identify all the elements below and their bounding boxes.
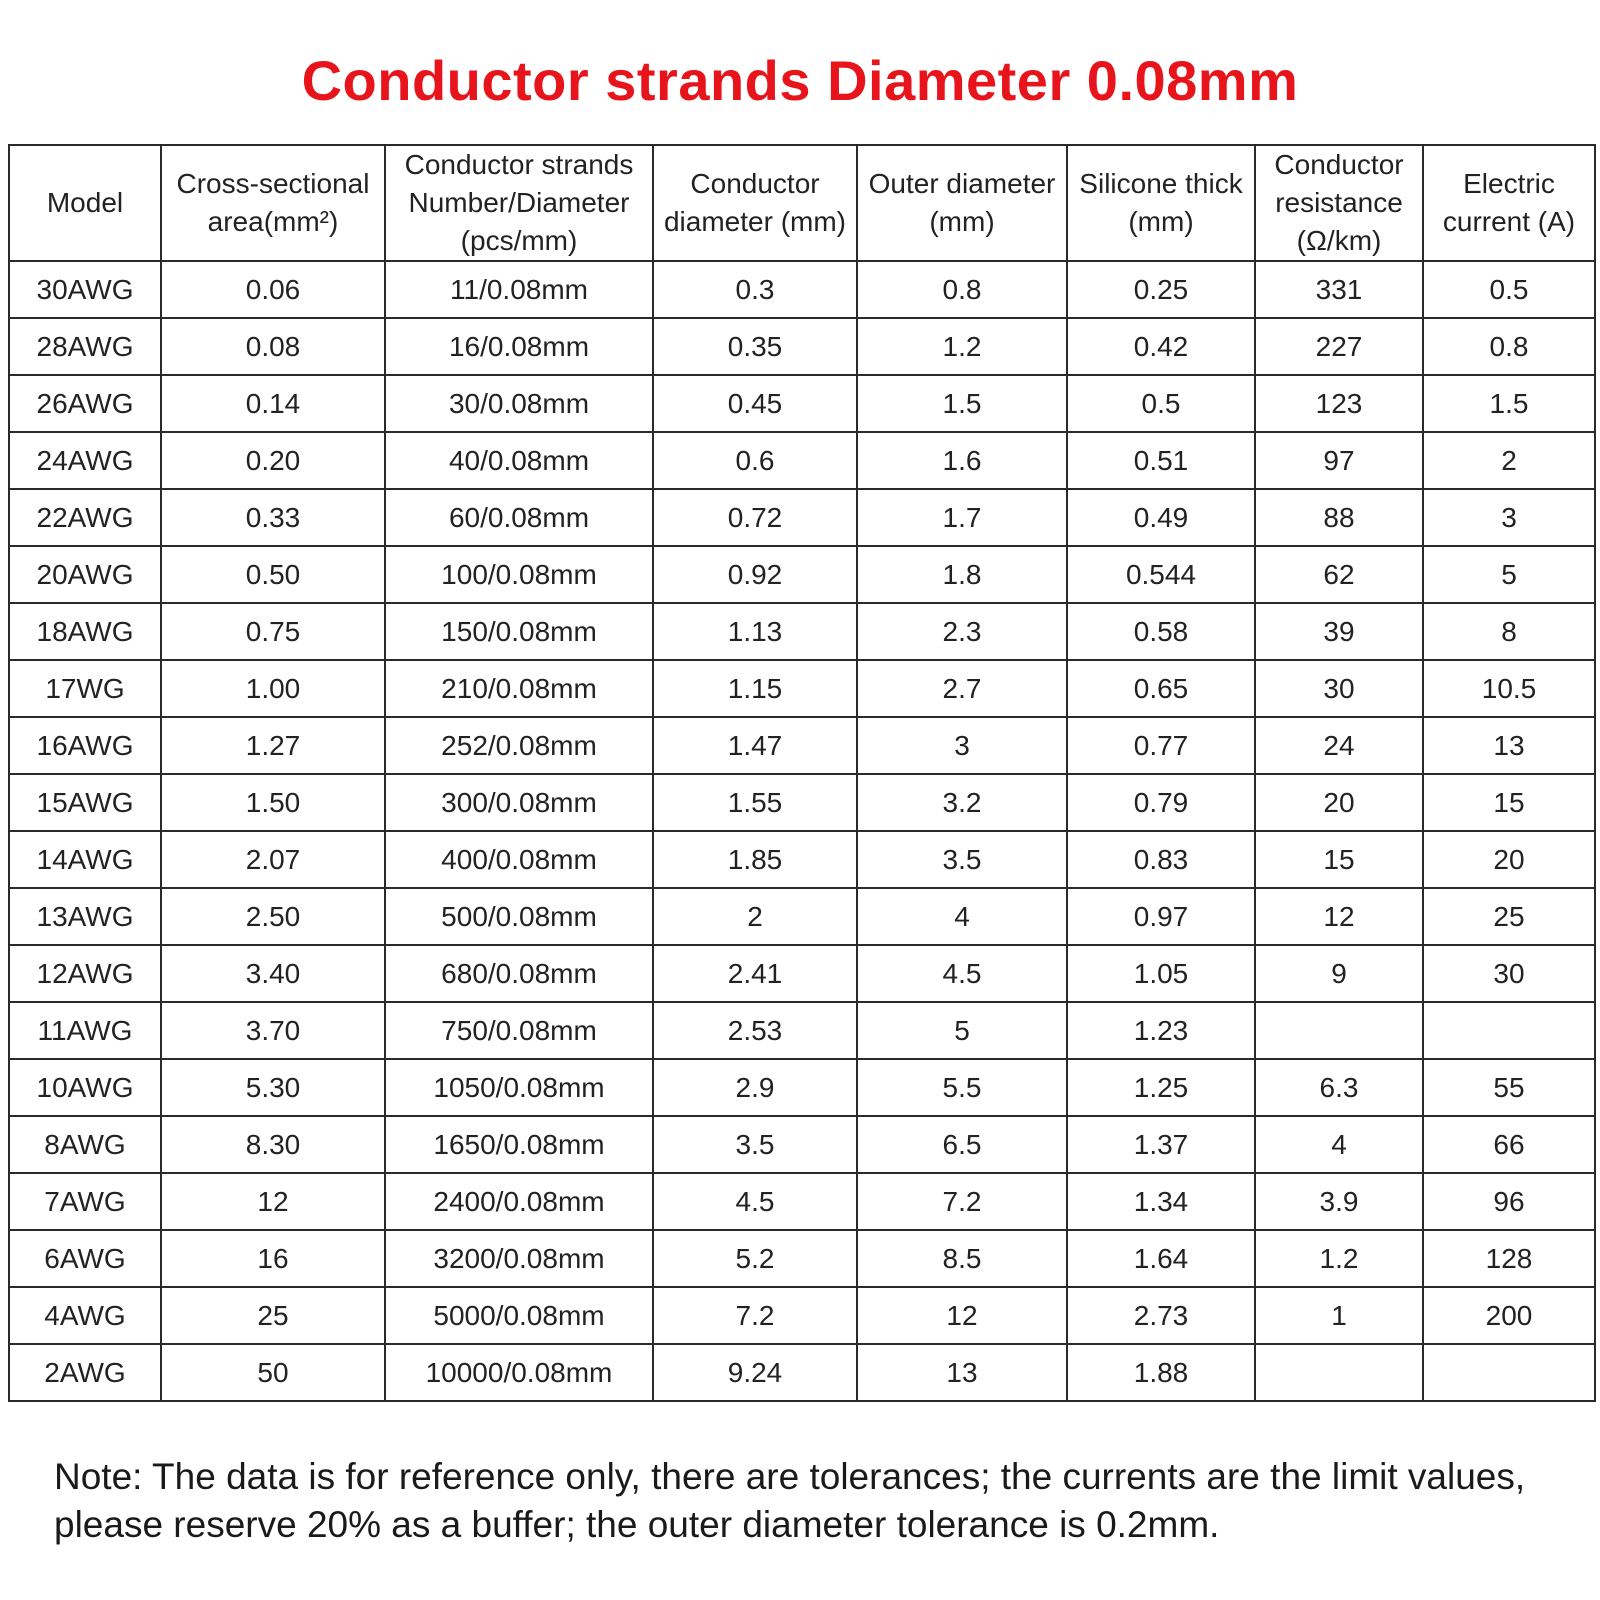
table-cell: 1.34 <box>1067 1173 1255 1230</box>
column-header-line: Conductor strands <box>404 149 634 180</box>
table-cell: 0.50 <box>161 546 385 603</box>
table-cell: 7AWG <box>9 1173 161 1230</box>
table-cell: 22AWG <box>9 489 161 546</box>
table-cell: 150/0.08mm <box>385 603 653 660</box>
table-cell: 0.25 <box>1067 261 1255 318</box>
table-cell: 3.5 <box>857 831 1067 888</box>
table-row <box>9 432 1595 489</box>
table-cell: 5000/0.08mm <box>385 1287 653 1344</box>
table-cell: 7.2 <box>857 1173 1067 1230</box>
table-cell: 12AWG <box>9 945 161 1002</box>
table-cell: 17WG <box>9 660 161 717</box>
table-cell: 300/0.08mm <box>385 774 653 831</box>
table-cell: 30 <box>1255 660 1423 717</box>
table-cell: 331 <box>1255 261 1423 318</box>
column-header <box>161 145 385 261</box>
table-cell: 123 <box>1255 375 1423 432</box>
table-cell: 97 <box>1255 432 1423 489</box>
table-cell: 88 <box>1255 489 1423 546</box>
table-cell: 0.544 <box>1067 546 1255 603</box>
column-header <box>1423 145 1595 261</box>
table-row <box>9 1173 1595 1230</box>
table-cell: 55 <box>1423 1059 1595 1116</box>
table-cell: 7.2 <box>653 1287 857 1344</box>
table-cell: 2AWG <box>9 1344 161 1401</box>
table-cell: 30 <box>1423 945 1595 1002</box>
table-cell: 8.5 <box>857 1230 1067 1287</box>
column-header-line: resistance <box>1275 187 1403 218</box>
table-cell: 2.50 <box>161 888 385 945</box>
table-cell: 1.6 <box>857 432 1067 489</box>
table-cell: 30/0.08mm <box>385 375 653 432</box>
table-cell: 1.64 <box>1067 1230 1255 1287</box>
table-cell: 15 <box>1255 831 1423 888</box>
column-header-line: Silicone thick <box>1079 168 1243 199</box>
table-cell: 8.30 <box>161 1116 385 1173</box>
table-cell: 0.58 <box>1067 603 1255 660</box>
table-cell: 3200/0.08mm <box>385 1230 653 1287</box>
table-cell: 0.8 <box>1423 318 1595 375</box>
table-cell: 0.45 <box>653 375 857 432</box>
column-header <box>857 145 1067 261</box>
table-cell: 5 <box>1423 546 1595 603</box>
table-row <box>9 717 1595 774</box>
table-cell: 16/0.08mm <box>385 318 653 375</box>
table-cell: 30AWG <box>9 261 161 318</box>
table-cell: 6.5 <box>857 1116 1067 1173</box>
table-cell: 5.30 <box>161 1059 385 1116</box>
table-cell: 0.77 <box>1067 717 1255 774</box>
table-row <box>9 375 1595 432</box>
table-cell: 1.23 <box>1067 1002 1255 1059</box>
table-cell: 1.50 <box>161 774 385 831</box>
table-cell: 15AWG <box>9 774 161 831</box>
table-cell: 0.65 <box>1067 660 1255 717</box>
table-row <box>9 1116 1595 1173</box>
table-cell: 28AWG <box>9 318 161 375</box>
table-cell: 24 <box>1255 717 1423 774</box>
table-cell: 12 <box>161 1173 385 1230</box>
table-row <box>9 546 1595 603</box>
table-cell: 1.88 <box>1067 1344 1255 1401</box>
table-cell: 3.40 <box>161 945 385 1002</box>
table-cell: 3.5 <box>653 1116 857 1173</box>
table-cell: 10.5 <box>1423 660 1595 717</box>
table-cell: 1.00 <box>161 660 385 717</box>
table-cell: 4 <box>1255 1116 1423 1173</box>
table-row <box>9 945 1595 1002</box>
table-cell: 13 <box>1423 717 1595 774</box>
table-row <box>9 1059 1595 1116</box>
table-cell: 26AWG <box>9 375 161 432</box>
table-cell: 4.5 <box>857 945 1067 1002</box>
column-header-line: Electric <box>1463 168 1555 199</box>
table-cell: 4 <box>857 888 1067 945</box>
column-header-line: Number/Diameter <box>408 187 630 218</box>
table-cell: 39 <box>1255 603 1423 660</box>
table-cell: 12 <box>1255 888 1423 945</box>
table-cell: 1650/0.08mm <box>385 1116 653 1173</box>
table-cell: 500/0.08mm <box>385 888 653 945</box>
table-cell: 16 <box>161 1230 385 1287</box>
column-header-line: Model <box>46 187 124 218</box>
table-row <box>9 660 1595 717</box>
table-cell: 0.6 <box>653 432 857 489</box>
table-cell: 1.47 <box>653 717 857 774</box>
table-cell: 2.9 <box>653 1059 857 1116</box>
column-header-line: Cross-sectional <box>176 168 370 199</box>
table-cell: 0.35 <box>653 318 857 375</box>
column-header-line: area(mm²) <box>207 206 339 237</box>
column-header-line: Conductor <box>1274 149 1404 180</box>
table-cell: 20AWG <box>9 546 161 603</box>
table-cell: 12 <box>857 1287 1067 1344</box>
table-cell: 0.20 <box>161 432 385 489</box>
table-cell: 25 <box>1423 888 1595 945</box>
table-cell: 4.5 <box>653 1173 857 1230</box>
table-cell: 1.37 <box>1067 1116 1255 1173</box>
table-cell: 9 <box>1255 945 1423 1002</box>
table-cell: 18AWG <box>9 603 161 660</box>
table-row <box>9 1230 1595 1287</box>
table-cell: 227 <box>1255 318 1423 375</box>
table-cell: 2.53 <box>653 1002 857 1059</box>
table-header-row <box>9 145 1595 261</box>
column-header-line: Outer diameter <box>868 168 1056 199</box>
table-cell: 0.08 <box>161 318 385 375</box>
table-cell: 96 <box>1423 1173 1595 1230</box>
table-cell: 10AWG <box>9 1059 161 1116</box>
table-row <box>9 888 1595 945</box>
table-cell <box>1423 1344 1595 1401</box>
table-cell: 13AWG <box>9 888 161 945</box>
table-cell: 2.3 <box>857 603 1067 660</box>
table-cell: 2 <box>1423 432 1595 489</box>
table-cell: 5.5 <box>857 1059 1067 1116</box>
table-cell: 1.5 <box>1423 375 1595 432</box>
table-row <box>9 489 1595 546</box>
table-cell: 100/0.08mm <box>385 546 653 603</box>
table-cell: 6.3 <box>1255 1059 1423 1116</box>
table-cell: 62 <box>1255 546 1423 603</box>
table-cell <box>1423 1002 1595 1059</box>
table-cell: 0.83 <box>1067 831 1255 888</box>
column-header <box>1067 145 1255 261</box>
table-cell: 0.92 <box>653 546 857 603</box>
table-cell: 3.2 <box>857 774 1067 831</box>
table-cell: 0.75 <box>161 603 385 660</box>
column-header-line: current (A) <box>1442 206 1576 237</box>
table-cell: 1 <box>1255 1287 1423 1344</box>
table-cell: 9.24 <box>653 1344 857 1401</box>
table-cell: 210/0.08mm <box>385 660 653 717</box>
column-header-line: (pcs/mm) <box>460 225 578 256</box>
table-cell: 0.5 <box>1423 261 1595 318</box>
table-cell: 0.06 <box>161 261 385 318</box>
page-title: Conductor strands Diameter 0.08mm <box>301 49 1299 112</box>
table-row <box>9 318 1595 375</box>
table-row <box>9 774 1595 831</box>
table-cell: 1.2 <box>1255 1230 1423 1287</box>
table-cell: 1.5 <box>857 375 1067 432</box>
table-cell: 10000/0.08mm <box>385 1344 653 1401</box>
table-cell: 2.41 <box>653 945 857 1002</box>
table-cell: 1.05 <box>1067 945 1255 1002</box>
table-cell: 20 <box>1255 774 1423 831</box>
table-cell: 3 <box>857 717 1067 774</box>
table-cell: 680/0.08mm <box>385 945 653 1002</box>
table-cell: 0.72 <box>653 489 857 546</box>
table-cell: 0.14 <box>161 375 385 432</box>
table-cell <box>1255 1344 1423 1401</box>
table-cell: 2 <box>653 888 857 945</box>
table-cell: 66 <box>1423 1116 1595 1173</box>
table-cell: 1.55 <box>653 774 857 831</box>
table-cell: 1.85 <box>653 831 857 888</box>
table-cell: 8AWG <box>9 1116 161 1173</box>
column-header <box>1255 145 1423 261</box>
table-cell: 13 <box>857 1344 1067 1401</box>
column-header <box>653 145 857 261</box>
table-cell: 2.73 <box>1067 1287 1255 1344</box>
table-cell: 11/0.08mm <box>385 261 653 318</box>
column-header-line: (mm) <box>1128 206 1194 237</box>
table-body <box>9 261 1595 1401</box>
table-cell: 0.42 <box>1067 318 1255 375</box>
table-cell: 0.8 <box>857 261 1067 318</box>
table-cell: 1.8 <box>857 546 1067 603</box>
table-row <box>9 831 1595 888</box>
note-text: Note: The data is for reference only, there are tolerances; the currents are the limit values, please reserve 20% as a buffer; the outer diameter tolerance is 0.2mm. <box>54 1456 1526 1545</box>
table-cell: 8 <box>1423 603 1595 660</box>
table-cell: 2400/0.08mm <box>385 1173 653 1230</box>
column-header <box>385 145 653 261</box>
table-cell: 0.33 <box>161 489 385 546</box>
table-cell: 6AWG <box>9 1230 161 1287</box>
table-cell: 16AWG <box>9 717 161 774</box>
table-cell: 3.70 <box>161 1002 385 1059</box>
table-cell: 0.49 <box>1067 489 1255 546</box>
table-cell: 11AWG <box>9 1002 161 1059</box>
table-cell <box>1255 1002 1423 1059</box>
table-cell: 24AWG <box>9 432 161 489</box>
column-header-line: Conductor <box>690 168 820 199</box>
table-cell: 1.7 <box>857 489 1067 546</box>
table-cell: 60/0.08mm <box>385 489 653 546</box>
table-cell: 252/0.08mm <box>385 717 653 774</box>
table-row <box>9 1002 1595 1059</box>
table-cell: 1.15 <box>653 660 857 717</box>
table-cell: 50 <box>161 1344 385 1401</box>
column-header-line: (Ω/km) <box>1296 225 1382 256</box>
spec-table <box>8 144 1596 1402</box>
table-cell: 3.9 <box>1255 1173 1423 1230</box>
table-cell: 2.07 <box>161 831 385 888</box>
table-cell: 0.5 <box>1067 375 1255 432</box>
table-cell: 1.13 <box>653 603 857 660</box>
table-cell: 1.25 <box>1067 1059 1255 1116</box>
table-cell: 200 <box>1423 1287 1595 1344</box>
column-header-line: (mm) <box>929 206 995 237</box>
table-cell: 1.2 <box>857 318 1067 375</box>
table-cell: 5 <box>857 1002 1067 1059</box>
table-row <box>9 1287 1595 1344</box>
table-cell: 4AWG <box>9 1287 161 1344</box>
table-cell: 750/0.08mm <box>385 1002 653 1059</box>
table-cell: 0.79 <box>1067 774 1255 831</box>
table-cell: 20 <box>1423 831 1595 888</box>
table-cell: 25 <box>161 1287 385 1344</box>
table-row <box>9 603 1595 660</box>
table-row <box>9 261 1595 318</box>
table-cell: 0.51 <box>1067 432 1255 489</box>
table-cell: 400/0.08mm <box>385 831 653 888</box>
table-cell: 15 <box>1423 774 1595 831</box>
table-cell: 0.3 <box>653 261 857 318</box>
column-header <box>9 145 161 261</box>
table-row <box>9 1344 1595 1401</box>
table-cell: 3 <box>1423 489 1595 546</box>
table-cell: 128 <box>1423 1230 1595 1287</box>
column-header-line: diameter (mm) <box>663 206 846 237</box>
table-cell: 2.7 <box>857 660 1067 717</box>
table-cell: 1.27 <box>161 717 385 774</box>
table-cell: 5.2 <box>653 1230 857 1287</box>
table-cell: 40/0.08mm <box>385 432 653 489</box>
table-cell: 1050/0.08mm <box>385 1059 653 1116</box>
table-cell: 0.97 <box>1067 888 1255 945</box>
table-cell: 14AWG <box>9 831 161 888</box>
